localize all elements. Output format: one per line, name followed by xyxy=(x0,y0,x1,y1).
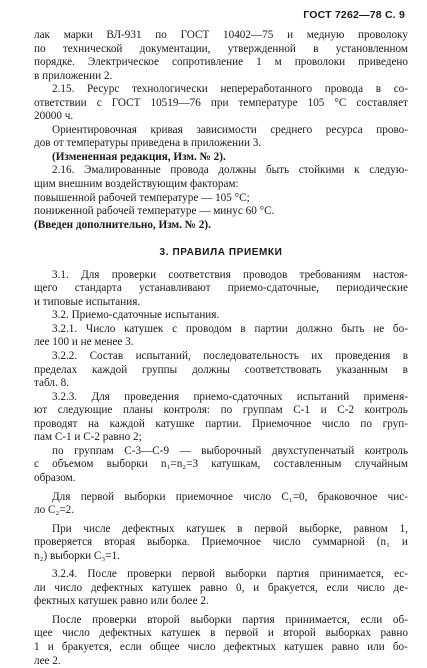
text-line: ло С₂=2. xyxy=(34,504,75,517)
text-line: ответствии с ГОСТ 10519—76 при температуре 105 °С составляет xyxy=(34,96,408,109)
clause-2-16: 2.16. Эмалированные провода должны быть стойкими к следую- xyxy=(52,164,408,177)
clause-3-2-1: 3.2.1. Число катушек с проводом в партии должно быть не бо- xyxy=(52,322,408,335)
text-line: табл. 8. xyxy=(34,377,69,390)
page-header: ГОСТ 7262—78 С. 9 xyxy=(303,9,405,21)
text-line: лее 2. xyxy=(34,654,61,667)
text-line: щего стандарта устанавливают приемо-сдаточные, периодические xyxy=(34,282,408,295)
text-line: щим внешним воздействующим факторам: xyxy=(34,178,239,191)
clause-3-1: 3.1. Для проверки соответствия проводов требованиям настоя- xyxy=(52,268,408,281)
clause-3-2-2: 3.2.2. Состав испытаний, последовательность их проведения в xyxy=(52,350,408,363)
text-line: После проверки второй выборки партия принимается, если об- xyxy=(52,613,408,626)
text-line: щее число дефектных катушек в первой и второй выборках равно xyxy=(34,627,408,640)
text-line: по технической документации, утвержденной в установленном xyxy=(34,42,408,55)
text-line: Для первой выборки приемочное число С₁=0, браковочное чис- xyxy=(52,490,408,503)
text-line: ют следующие планы контроля: по группам С-1 и С-2 контроль xyxy=(34,404,408,417)
text-line: в приложении 2. xyxy=(34,69,113,82)
text-line: лак марки ВЛ-931 по ГОСТ 10402—75 и медную проволоку xyxy=(34,29,408,41)
text-line: 1 и бракуется, если общее число дефектных катушек равно или бо- xyxy=(34,640,408,653)
text-line: с объемом выборки n₁=n₂=3 катушкам, составленным случайным xyxy=(34,458,408,471)
text-line: n₂) выборки С₃=1. xyxy=(34,549,120,562)
text-line: ли число дефектных катушек равно 0, и бракуется, если число де- xyxy=(34,581,408,594)
text-line: пам С-1 и С-2 равно 2; xyxy=(34,431,142,444)
clause-3-2-4: 3.2.4. После проверки первой выборки партия принимается, ес- xyxy=(52,568,408,581)
amendment-note: (Введен дополнительно, Изм. № 2). xyxy=(34,218,211,231)
text-line: по группам С-3—С-9 — выборочный двухступенчатый контроль xyxy=(52,444,408,457)
text-line: проводят на каждой катушке партии. Приемочное число по груп- xyxy=(34,417,408,430)
text-line: повышенной рабочей температуре — 105 °С; xyxy=(34,191,250,204)
document-body xyxy=(34,29,408,668)
clause-2-15: 2.15. Ресурс технологически непереработанного провода в со- xyxy=(52,83,408,96)
text-line: порядке. Электрическое сопротивление 1 м проволоки приведено xyxy=(34,56,408,69)
text-line: пределах каждой группы должны соответствовать указанным в xyxy=(34,363,408,376)
clause-3-2-3: 3.2.3. Для проведения приемо-сдаточных испытаний применя- xyxy=(52,390,408,403)
text-line: При числе дефектных катушек в первой выборке, равном 1, xyxy=(52,522,408,535)
text-line: фектных катушек равно или более 2. xyxy=(34,595,209,608)
text-line: и типовые испытания. xyxy=(34,295,141,308)
amendment-note: (Измененная редакция, Изм. № 2). xyxy=(52,150,226,163)
text-line: проверяется вторая выборка. Приемочное число суммарной (n₁ и xyxy=(34,536,408,549)
text-line: пониженной рабочей температуре — минус 60 °С. xyxy=(34,205,275,218)
text-line: Ориентировочная кривая зависимости среднего ресурса прово- xyxy=(52,123,408,136)
text-line: лее 100 и не менее 3. xyxy=(34,336,134,349)
section-title: 3. ПРАВИЛА ПРИЕМКИ xyxy=(159,247,283,259)
text-line: 20000 ч. xyxy=(34,110,74,123)
text-line: образом. xyxy=(34,471,76,484)
text-line: дов от температуры приведена в приложении 3. xyxy=(34,137,262,150)
clause-3-2: 3.2. Приемо-сдаточные испытания. xyxy=(52,309,220,322)
